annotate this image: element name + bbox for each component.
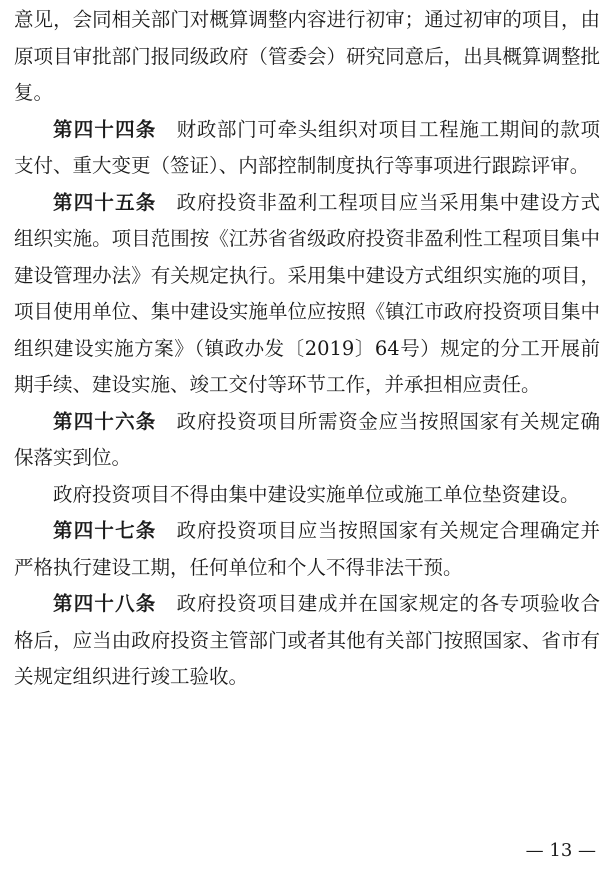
article-text: 政府投资非盈利工程项目应当采用集中建设方式组织实施。项目范围按《江苏省省级政府投资非盈利性工程项目集中建设管理办法》有关规定执行。采用集中建设方式组织实施的项目，项目使用单位、集中建设实施单位应按照《镇江市政府投资项目集中组织建设实施方案》（镇政办发〔2019〕64号）规定的分工开展前期手续、建设实施、竣工交付等环节工作，并承担相应责任。 — [14, 190, 600, 396]
article-heading: 第四十六条 — [53, 409, 157, 433]
article-heading: 第四十八条 — [53, 592, 157, 615]
article-45 — [14, 185, 600, 404]
article-text: 政府投资项目建成并在国家规定的各专项验收合格后，应当由政府投资主管部门或者其他有关部门按照国家、省市有关规定组织进行竣工验收。 — [14, 592, 600, 688]
article-heading: 第四十四条 — [53, 117, 157, 141]
article-text: 政府投资项目应当按照国家有关规定合理确定并严格执行建设工期，任何单位和个人不得非法干预。 — [14, 519, 600, 579]
article-heading: 第四十五条 — [53, 190, 157, 214]
article-48 — [14, 586, 600, 696]
article-text: 政府投资项目所需资金应当按照国家有关规定确保落实到位。 — [14, 409, 600, 469]
paragraph-text: 意见，会同相关部门对概算调整内容进行初审；通过初审的项目，由原项目审批部门报同级政府（管委会）研究同意后，出具概算调整批复。 — [14, 8, 600, 104]
paragraph-text: 政府投资项目不得由集中建设实施单位或施工单位垫资建设。 — [53, 482, 580, 506]
document-body — [14, 2, 600, 696]
article-46-paragraph-2 — [14, 477, 600, 514]
paragraph-continuation — [14, 2, 600, 112]
article-47 — [14, 513, 600, 586]
page-number: — 13 — — [525, 840, 596, 861]
article-heading: 第四十七条 — [53, 519, 157, 542]
article-46 — [14, 404, 600, 477]
article-44 — [14, 112, 600, 185]
article-text: 财政部门可牵头组织对项目工程施工期间的款项支付、重大变更（签证）、内部控制制度执行等事项进行跟踪评审。 — [14, 117, 600, 177]
